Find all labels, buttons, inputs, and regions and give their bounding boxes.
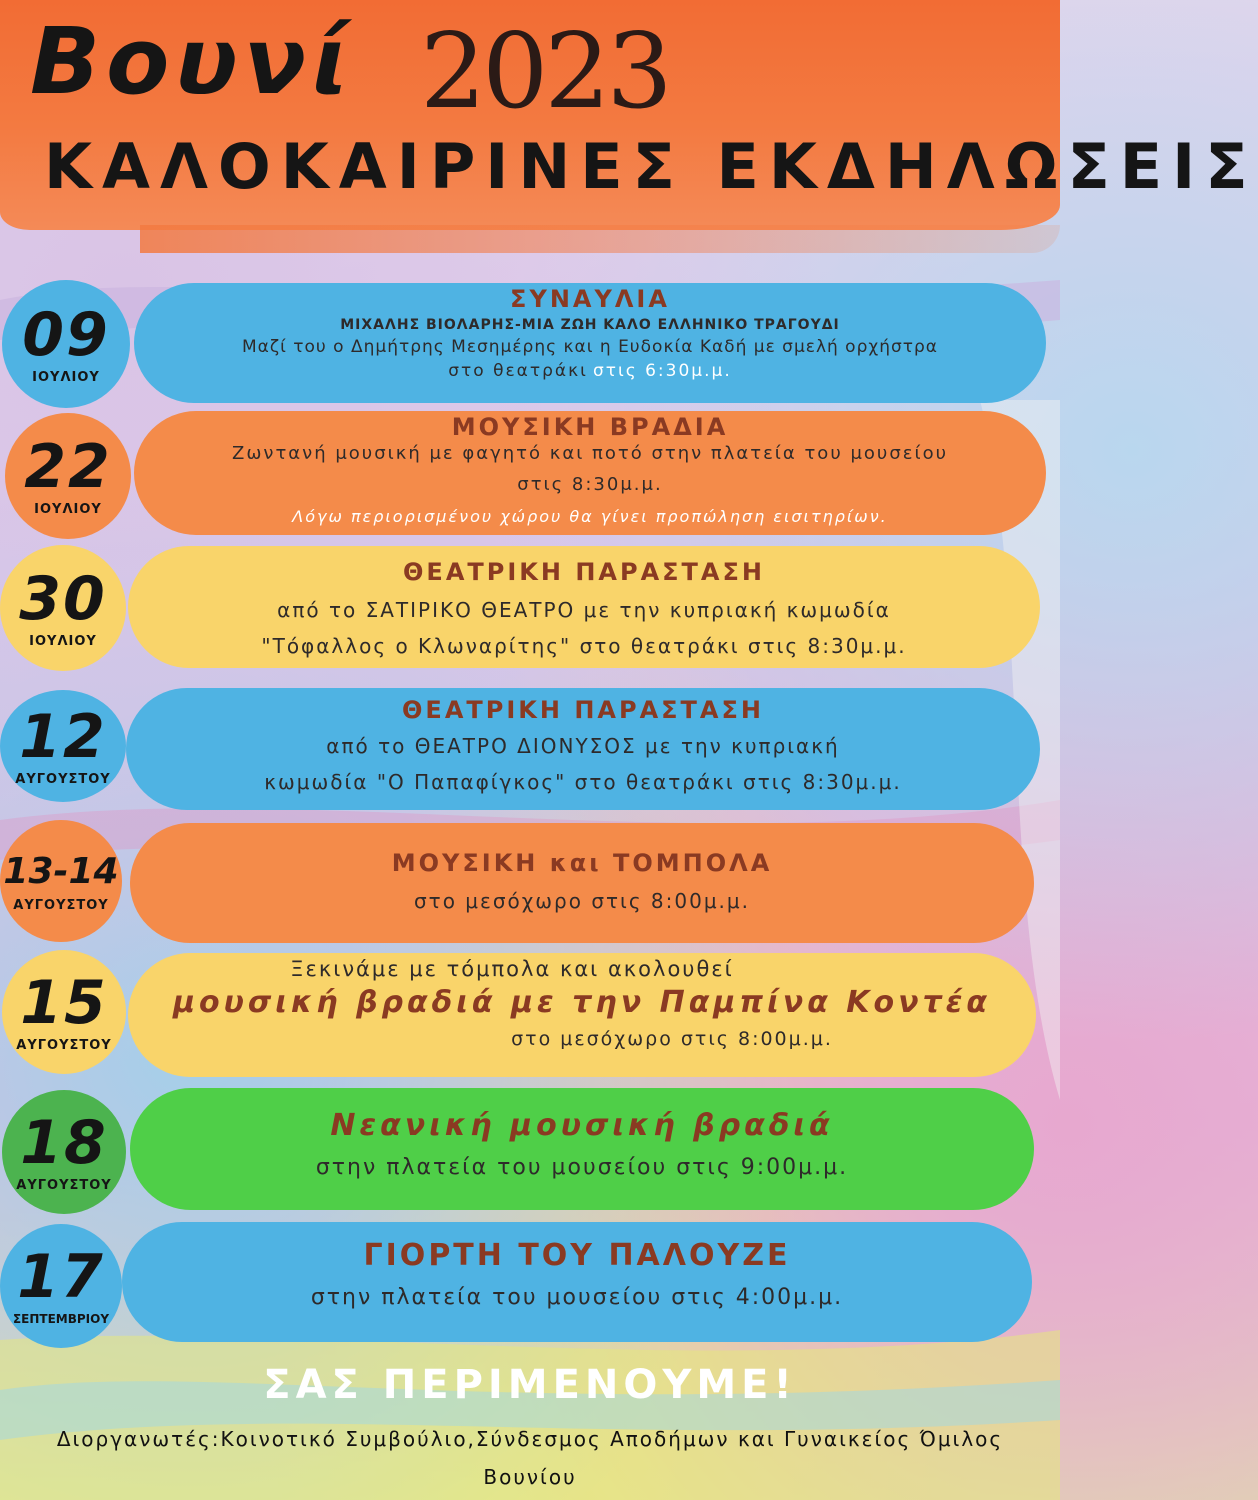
- event-line: από το ΣΑΤΙΡΙΚΟ ΘΕΑΤΡΟ με την κυπριακή κωμωδία: [277, 598, 891, 622]
- date-badge-4: [0, 690, 126, 802]
- event-title: ΘΕΑΤΡΙΚΗ ΠΑΡΑΣΤΑΣΗ: [403, 558, 765, 586]
- date-badge-3: [0, 545, 126, 671]
- event-line: από το ΘΕΑΤΡΟ ΔΙΟΝΥΣΟΣ με την κυπριακή: [326, 734, 840, 758]
- event-line: κωμωδία "Ο Παπαφίγκος" στο θεατράκι στις 8:30μ.μ.: [264, 770, 902, 794]
- brand-title: Βουνί: [30, 8, 354, 115]
- event-card-1: [134, 283, 1046, 403]
- event-card-8: [122, 1222, 1032, 1342]
- event-line: ΜΙΧΑΛΗΣ ΒΙΟΛΑΡΗΣ-ΜΙΑ ΖΩΗ ΚΑΛΟ ΕΛΛΗΝΙΚΟ ΤΡΑΓΟΥΔΙ: [340, 317, 840, 333]
- date-badge-2: [5, 413, 131, 539]
- event-line: Μαζί του ο Δημήτρης Μεσημέρης και η Ευδοκία Καδή με σμελή ορχήστρα: [242, 337, 938, 357]
- date-month: ΣΕΠΤΕΜΒΡΙΟΥ: [12, 1312, 110, 1326]
- date-month: ΙΟΥΛΙΟΥ: [34, 501, 102, 517]
- date-day: 30: [19, 563, 107, 634]
- date-badge-8: [0, 1224, 122, 1348]
- organizers-credit: [10, 1420, 1050, 1496]
- event-card-4: [126, 688, 1040, 810]
- event-title: ΜΟΥΣΙΚΗ και ΤΟΜΠΟΛΑ: [391, 849, 773, 877]
- event-title: ΓΙΟΡΤΗ ΤΟΥ ΠΑΛΟΥΖΕ: [363, 1238, 791, 1273]
- event-title: Ξεκινάμε με τόμπολα και ακολουθεί: [290, 957, 734, 981]
- date-month: ΑΥΓΟΥΣΤΟΥ: [16, 1177, 112, 1193]
- date-badge-1: [2, 280, 130, 408]
- event-line: στο θεατράκι: [448, 361, 588, 381]
- event-line: μουσική βραδιά με την Παμπίνα Κοντέα: [172, 985, 992, 1020]
- event-card-3: [128, 546, 1040, 668]
- date-day: 15: [20, 967, 108, 1038]
- date-badge-6: [2, 950, 126, 1074]
- event-line: στο μεσόχωρο στις 8:00μ.μ.: [413, 889, 750, 913]
- date-badge-7: [2, 1090, 126, 1214]
- date-day: 09: [22, 299, 110, 370]
- event-time: στις 6:30μ.μ.: [592, 361, 732, 381]
- event-title: ΣΥΝΑΥΛΙΑ: [510, 285, 670, 313]
- date-day: 12: [19, 701, 107, 772]
- page-subtitle: ΚΑΛΟΚΑΙΡΙΝΕΣ ΕΚΔΗΛΩΣΕΙΣ: [44, 130, 1258, 203]
- date-month: ΑΥΓΟΥΣΤΟΥ: [16, 1037, 112, 1053]
- date-month: ΙΟΥΛΙΟΥ: [29, 633, 97, 649]
- event-title: ΘΕΑΤΡΙΚΗ ΠΑΡΑΣΤΑΣΗ: [402, 696, 764, 724]
- event-card-2: [134, 411, 1046, 535]
- date-month: ΙΟΥΛΙΟΥ: [32, 369, 100, 385]
- closing-message: ΣΑΣ ΠΕΡΙΜΕΝΟΥΜΕ!: [263, 1362, 797, 1408]
- organizers-line-2: Βουνίου: [483, 1465, 577, 1489]
- event-line: στις 8:30μ.μ.: [517, 474, 663, 495]
- header-banner-streak: [140, 225, 1060, 253]
- event-line: Ζωντανή μουσική με φαγητό και ποτό στην πλατεία του μουσείου: [232, 443, 948, 464]
- date-badge-5: [0, 820, 122, 942]
- event-card-5: [130, 823, 1034, 943]
- event-title: Νεανική μουσική βραδιά: [330, 1108, 834, 1143]
- date-day: 22: [24, 431, 112, 502]
- event-title: ΜΟΥΣΙΚΗ ΒΡΑΔΙΑ: [451, 413, 729, 441]
- organizers-line: Διοργανωτές:Κοινοτικό Συμβούλιο,Σύνδεσμος Αποδήμων και Γυναικείος Όμιλος: [56, 1427, 1004, 1451]
- date-month: ΑΥΓΟΥΣΤΟΥ: [13, 897, 109, 913]
- date-day: 13-14: [3, 850, 119, 892]
- date-day: 17: [17, 1242, 105, 1312]
- event-line: στην πλατεία του μουσείου στις 4:00μ.μ.: [310, 1285, 844, 1310]
- event-line: "Τόφαλλος ο Κλωναρίτης" στο θεατράκι στις 8:30μ.μ.: [261, 634, 907, 658]
- date-month: ΑΥΓΟΥΣΤΟΥ: [15, 771, 111, 787]
- event-note: Λόγω περιορισμένου χώρου θα γίνει προπώληση εισιτηρίων.: [292, 507, 888, 526]
- year-title: 2023: [420, 10, 669, 132]
- event-line: στην πλατεία του μουσείου στις 9:00μ.μ.: [315, 1155, 849, 1180]
- event-card-7: [130, 1088, 1034, 1210]
- date-day: 18: [20, 1107, 108, 1178]
- event-line: στο μεσόχωρο στις 8:00μ.μ.: [511, 1028, 833, 1050]
- event-card-6: [128, 953, 1036, 1077]
